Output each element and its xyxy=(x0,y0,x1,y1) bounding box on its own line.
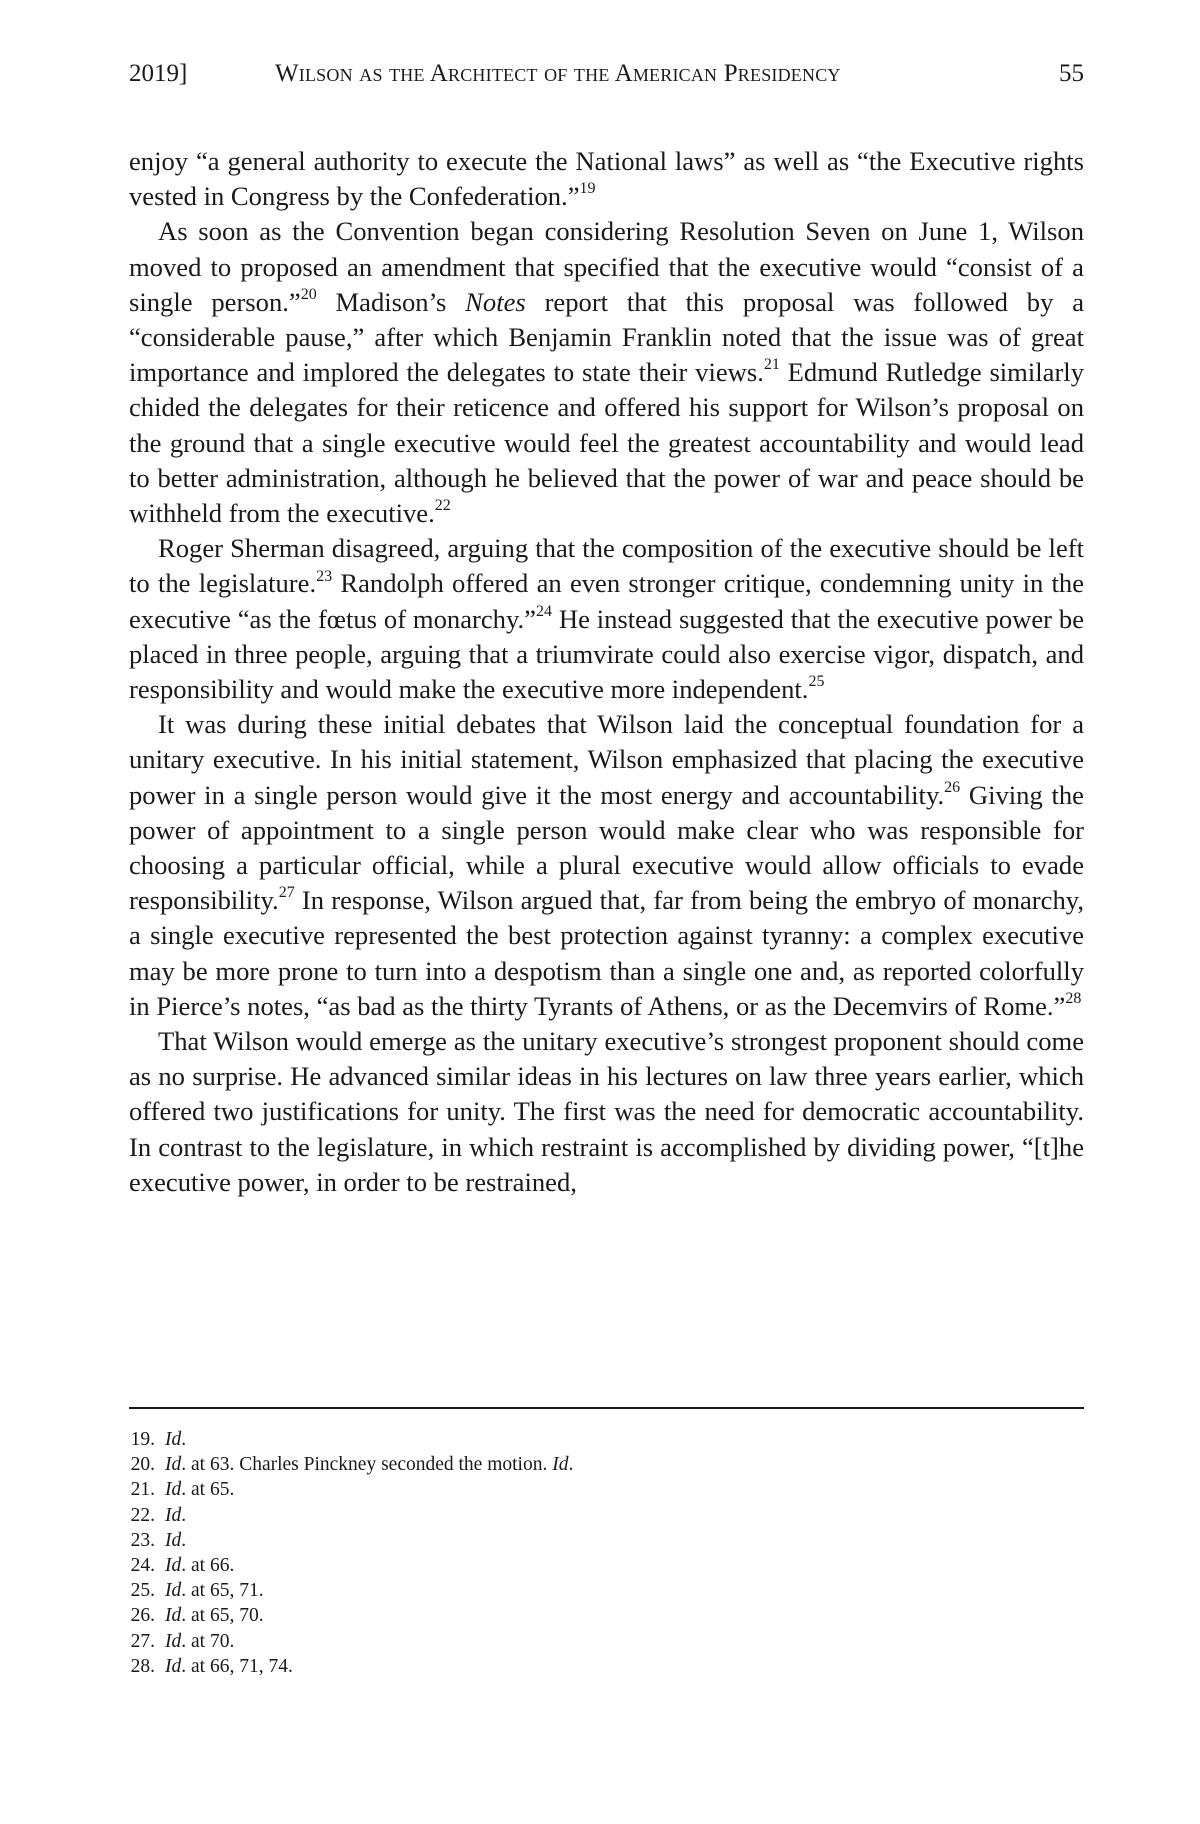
footnotes xyxy=(129,1427,1084,1679)
id-citation: Id xyxy=(165,1454,182,1476)
running-head-title: Wilson as the Architect of the American Presidency xyxy=(275,60,841,87)
footnote-25 xyxy=(129,1578,1084,1603)
paragraph-4 xyxy=(129,707,1084,1024)
footnote-ref-23[interactable]: 23 xyxy=(316,567,333,585)
footnote-text xyxy=(165,1503,186,1528)
footnote-number: 26. xyxy=(130,1605,155,1627)
footnote-26 xyxy=(129,1603,1084,1628)
footnote-ref-27[interactable]: 27 xyxy=(278,884,295,902)
id-citation: Id xyxy=(165,1529,182,1551)
footnote-rest: . at 65, 71. xyxy=(181,1580,264,1602)
id-citation: Id xyxy=(165,1429,182,1450)
footnote-number: 28. xyxy=(130,1655,155,1677)
footnote-text xyxy=(165,1603,264,1628)
footnote-ref-20[interactable]: 20 xyxy=(300,285,317,303)
footnote-21 xyxy=(129,1477,1084,1502)
id-citation: Id xyxy=(552,1454,569,1476)
footnote-ref-25[interactable]: 25 xyxy=(808,673,825,691)
footnote-ref-21[interactable]: 21 xyxy=(763,356,780,374)
paragraph-2 xyxy=(129,214,1084,531)
footnote-rest: . at 65, 70. xyxy=(181,1605,264,1627)
footnote-text xyxy=(165,1452,573,1477)
footnote-rest: . at 65. xyxy=(181,1479,235,1501)
paragraph-5 xyxy=(129,1024,1084,1200)
footnote-number: 24. xyxy=(130,1555,155,1577)
footnote-rest: . xyxy=(181,1429,187,1450)
body-text xyxy=(129,144,1084,1200)
footnote-number: 22. xyxy=(130,1504,155,1526)
footnote-text xyxy=(165,1578,264,1603)
footnote-text xyxy=(165,1629,234,1654)
paragraph-text: It was during these initial debates that Wilson laid the conceptual foundation for a unitary executive. In his initial statement, Wilson emphasized that placing the executive power in a single person would give it the most energy and accountability. xyxy=(129,709,1084,810)
footnote-number: 27. xyxy=(130,1630,155,1652)
footnote-20 xyxy=(129,1452,1084,1477)
id-citation: Id xyxy=(165,1504,182,1526)
id-citation: Id xyxy=(165,1605,182,1627)
footnote-text xyxy=(165,1553,234,1578)
footnote-22 xyxy=(129,1503,1084,1528)
paragraph-3 xyxy=(129,531,1084,707)
paragraph-text: As soon as the Convention began considering Resolution Seven on June 1, Wilson moved to proposed an amendment that specified that the executive would “consist of a single person.” xyxy=(129,216,1084,317)
footnote-ref-28[interactable]: 28 xyxy=(1065,990,1082,1008)
footnote-23 xyxy=(129,1528,1084,1553)
footnote-27 xyxy=(129,1629,1084,1654)
page-number: 55 xyxy=(1059,60,1084,87)
footnote-ref-24[interactable]: 24 xyxy=(536,602,552,620)
id-citation: Id xyxy=(165,1580,182,1602)
running-head xyxy=(129,56,1084,92)
paragraph-1 xyxy=(129,144,1084,214)
footnote-number: 21. xyxy=(130,1479,155,1501)
footnote-rest: . at 70. xyxy=(181,1630,235,1652)
footnote-ref-22[interactable]: 22 xyxy=(434,497,451,515)
footnote-number: 20. xyxy=(130,1454,155,1476)
footnote-rest: . xyxy=(181,1529,187,1551)
footnote-number: 19. xyxy=(130,1429,155,1450)
running-head-year: 2019] xyxy=(129,60,188,87)
paragraph-text: Randolph offered an even stronger critique, condemning unity in the executive “as the fœtus of monarchy.” xyxy=(129,568,1084,634)
id-citation: Id xyxy=(165,1555,182,1577)
footnote-number: 23. xyxy=(130,1529,155,1551)
footnote-19 xyxy=(129,1427,1084,1452)
id-citation: Id xyxy=(165,1655,182,1677)
footnote-divider xyxy=(129,1407,1084,1409)
footnote-28 xyxy=(129,1654,1084,1679)
footnote-rest: . at 63. Charles Pinckney seconded the motion. xyxy=(181,1454,553,1476)
footnote-text xyxy=(165,1654,293,1679)
footnote-ref-19[interactable]: 19 xyxy=(579,180,596,198)
paragraph-text: Giving the power of appointment to a single person would make clear who was responsible for choosing a particular official, while a plural executive would allow officials to evade responsibility. xyxy=(129,779,1084,916)
paragraph-text: enjoy “a general authority to execute the National laws” as well as “the Executive rights vested in Congress by the Confederation.” xyxy=(129,146,1084,212)
paragraph-text: That Wilson would emerge as the unitary executive’s strongest proponent should come as no surprise. He advanced similar ideas in his lectures on law three years earlier, which offered two justifications for unity. The first was the need for democratic accountability. In contrast to the legislature, in which restraint is accomplished by dividing power, “[t]he executive power, in order to be restrained, xyxy=(129,1026,1084,1197)
paragraph-text: In response, Wilson argued that, far from being the embryo of monarchy, a single executive represented the best protection against tyranny: a complex executive may be more prone to turn into a despotism than a single one and, as reported colorfully in Pierce’s notes, “as bad as the thirty Tyrants of Athens, or as the Decemvirs of Rome.” xyxy=(129,885,1084,1021)
id-citation: Id xyxy=(165,1479,182,1501)
id-citation: Id xyxy=(165,1630,182,1652)
footnote-24 xyxy=(129,1553,1084,1578)
footnote-rest: . xyxy=(568,1454,574,1476)
paragraph-text: Edmund Rutledge similarly chided the delegates for their reticence and offered his support for Wilson’s proposal on the ground that a single executive would feel the greatest accountability and would lead to better administration, although he believed that the power of war and peace should be withheld from the executive. xyxy=(129,357,1084,529)
notes-title: Notes xyxy=(465,286,526,317)
footnote-ref-26[interactable]: 26 xyxy=(944,778,961,796)
footnote-rest: . at 66. xyxy=(181,1555,235,1577)
footnote-rest: . at 66, 71, 74. xyxy=(181,1655,293,1677)
footnote-text xyxy=(165,1427,186,1452)
footnote-rest: . xyxy=(181,1504,187,1526)
footnote-number: 25. xyxy=(130,1580,155,1602)
paragraph-text: Madison’s xyxy=(316,286,466,317)
footnote-text xyxy=(165,1477,234,1502)
paragraph-text: He instead suggested that the executive power be placed in three people, arguing that a triumvirate could also exercise vigor, dispatch, and responsibility and would make the executive more independent. xyxy=(129,603,1084,705)
paragraph-text: Roger Sherman disagreed, arguing that the composition of the executive should be left to the legislature. xyxy=(129,533,1084,599)
footnote-text xyxy=(165,1528,186,1553)
paragraph-text: report that this proposal was followed by a “considerable pause,” after which Benjamin Franklin noted that the issue was of great importance and implored the delegates to state their views. xyxy=(129,286,1084,388)
